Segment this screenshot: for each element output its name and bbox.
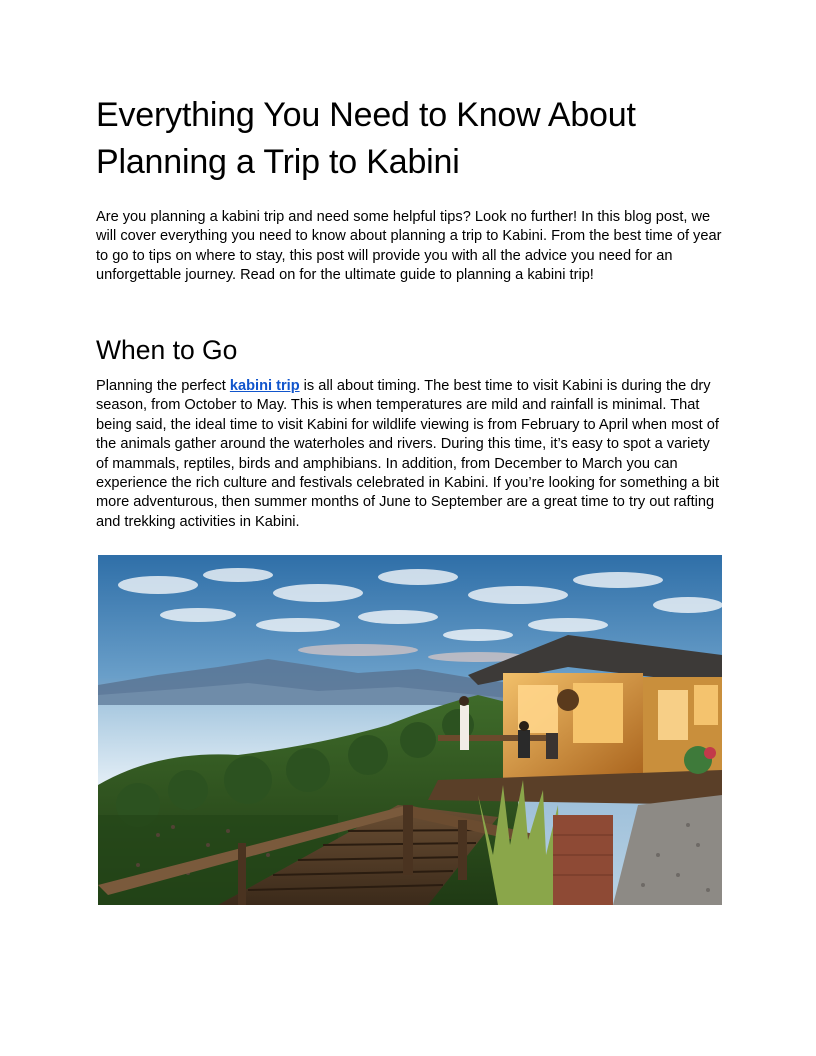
when-to-go-paragraph xyxy=(96,377,722,532)
kabini-trip-link[interactable]: kabini trip xyxy=(229,378,300,394)
paragraph-text-rest: is all about timing. The best time to visit Kabini is during the dry season, from October to May. This is when temperatures are mild and rainfall is minimal. That being said, the ideal time to visit Kabini for wildlife viewing is from February to April when most of the animals gather around the waterholes and rivers. During this time, it’s easy to spot a variety of mammals, reptiles, birds and amphibians. In addition, from December to March you can experience the rich culture and festivals celebrated in Kabini. If you’re looking for something a bit more adventurous, then summer months of June to September are a great time to try out rafting and trekking activities in Kabini. xyxy=(96,378,720,530)
section-heading-when-to-go: When to Go xyxy=(96,335,238,365)
article-title: Everything You Need to Know About Planning a Trip to Kabini xyxy=(96,96,636,181)
document-page xyxy=(96,92,722,530)
intro-paragraph: Are you planning a kabini trip and need some helpful tips? Look no further! In this blog post, we will cover everything you need to know about planning a trip to Kabini. From the best time of year to go to tips on where to stay, this post will provide you with all the advice you need for an unforgettable journey. Read on for the ultimate guide to planning a kabini trip! xyxy=(96,209,722,284)
kabini-landscape-photo xyxy=(98,555,722,905)
paragraph-text-start: Planning the perfect xyxy=(96,378,230,394)
